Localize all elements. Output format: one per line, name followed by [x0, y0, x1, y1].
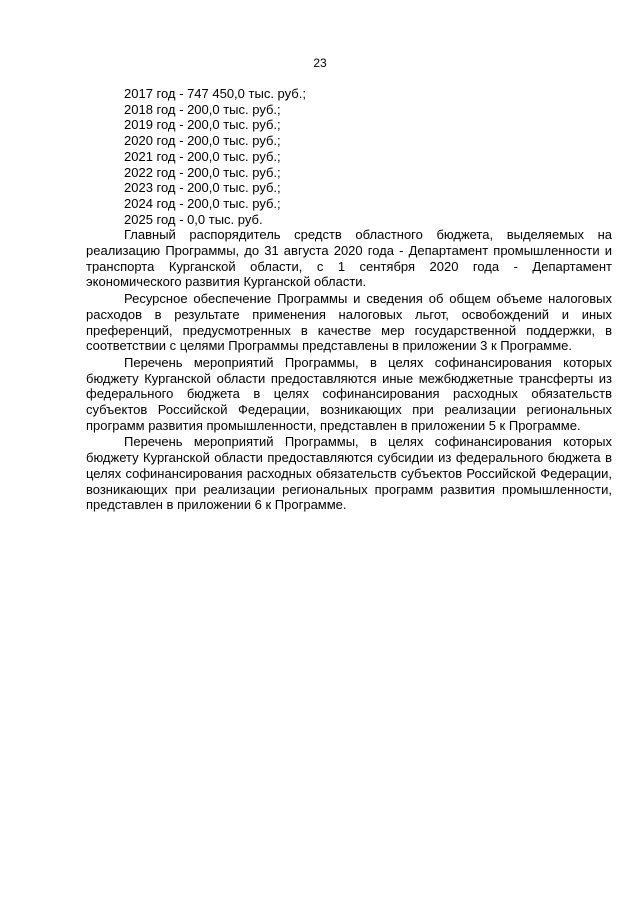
funding-line-2025: 2025 год - 0,0 тыс. руб. [124, 211, 263, 227]
funding-line-2020: 2020 год - 200,0 тыс. руб.; [124, 133, 281, 149]
paragraph-budget-manager: Главный распорядитель средств областного бюджета, выделяемых на реализацию Программы, до 31 августа 2020 года - Департамент промышленности и транспорта Курганской области, с 1 сентября 2020 года - Департамент экономического развития Курганской области. [86, 227, 612, 290]
paragraph-federal-subsidies: Перечень мероприятий Программы, в целях софинансирования которых бюджету Курганской области предоставляются субсидии из федерального бюджета в целях софинансирования расходных обязательств субъектов Российской Федерации, возникающих при реализации региональных программ развития промышленности, представлен в приложении 6 к Программе. [86, 434, 612, 513]
funding-line-2019: 2019 год - 200,0 тыс. руб.; [124, 117, 281, 133]
funding-line-2023: 2023 год - 200,0 тыс. руб.; [124, 180, 281, 196]
paragraph-interbudget-transfers: Перечень мероприятий Программы, в целях софинансирования которых бюджету Курганской области предоставляются иные межбюджетные трансферты из федерального бюджета в целях софинансирования расходных обязательств субъектов Российской Федерации, возникающих при реализации региональных программ развития промышленности, представлен в приложении 5 к Программе. [86, 354, 612, 433]
funding-line-2022: 2022 год - 200,0 тыс. руб.; [124, 164, 281, 180]
funding-line-2024: 2024 год - 200,0 тыс. руб.; [124, 195, 281, 211]
document-body [86, 86, 612, 514]
funding-line-2017: 2017 год - 747 450,0 тыс. руб.; [124, 86, 306, 101]
funding-line-2021: 2021 год - 200,0 тыс. руб.; [124, 148, 281, 164]
paragraph-resource-provision: Ресурсное обеспечение Программы и сведения об общем объеме налоговых расходов в результате применения налоговых льгот, освобождений и иных преференций, предусмотренных в качестве мер государственной поддержки, в соответствии с целями Программы представлены в приложении 3 к Программе. [86, 291, 612, 354]
funding-line-2018: 2018 год - 200,0 тыс. руб.; [124, 101, 281, 117]
page-number: 23 [313, 56, 327, 70]
